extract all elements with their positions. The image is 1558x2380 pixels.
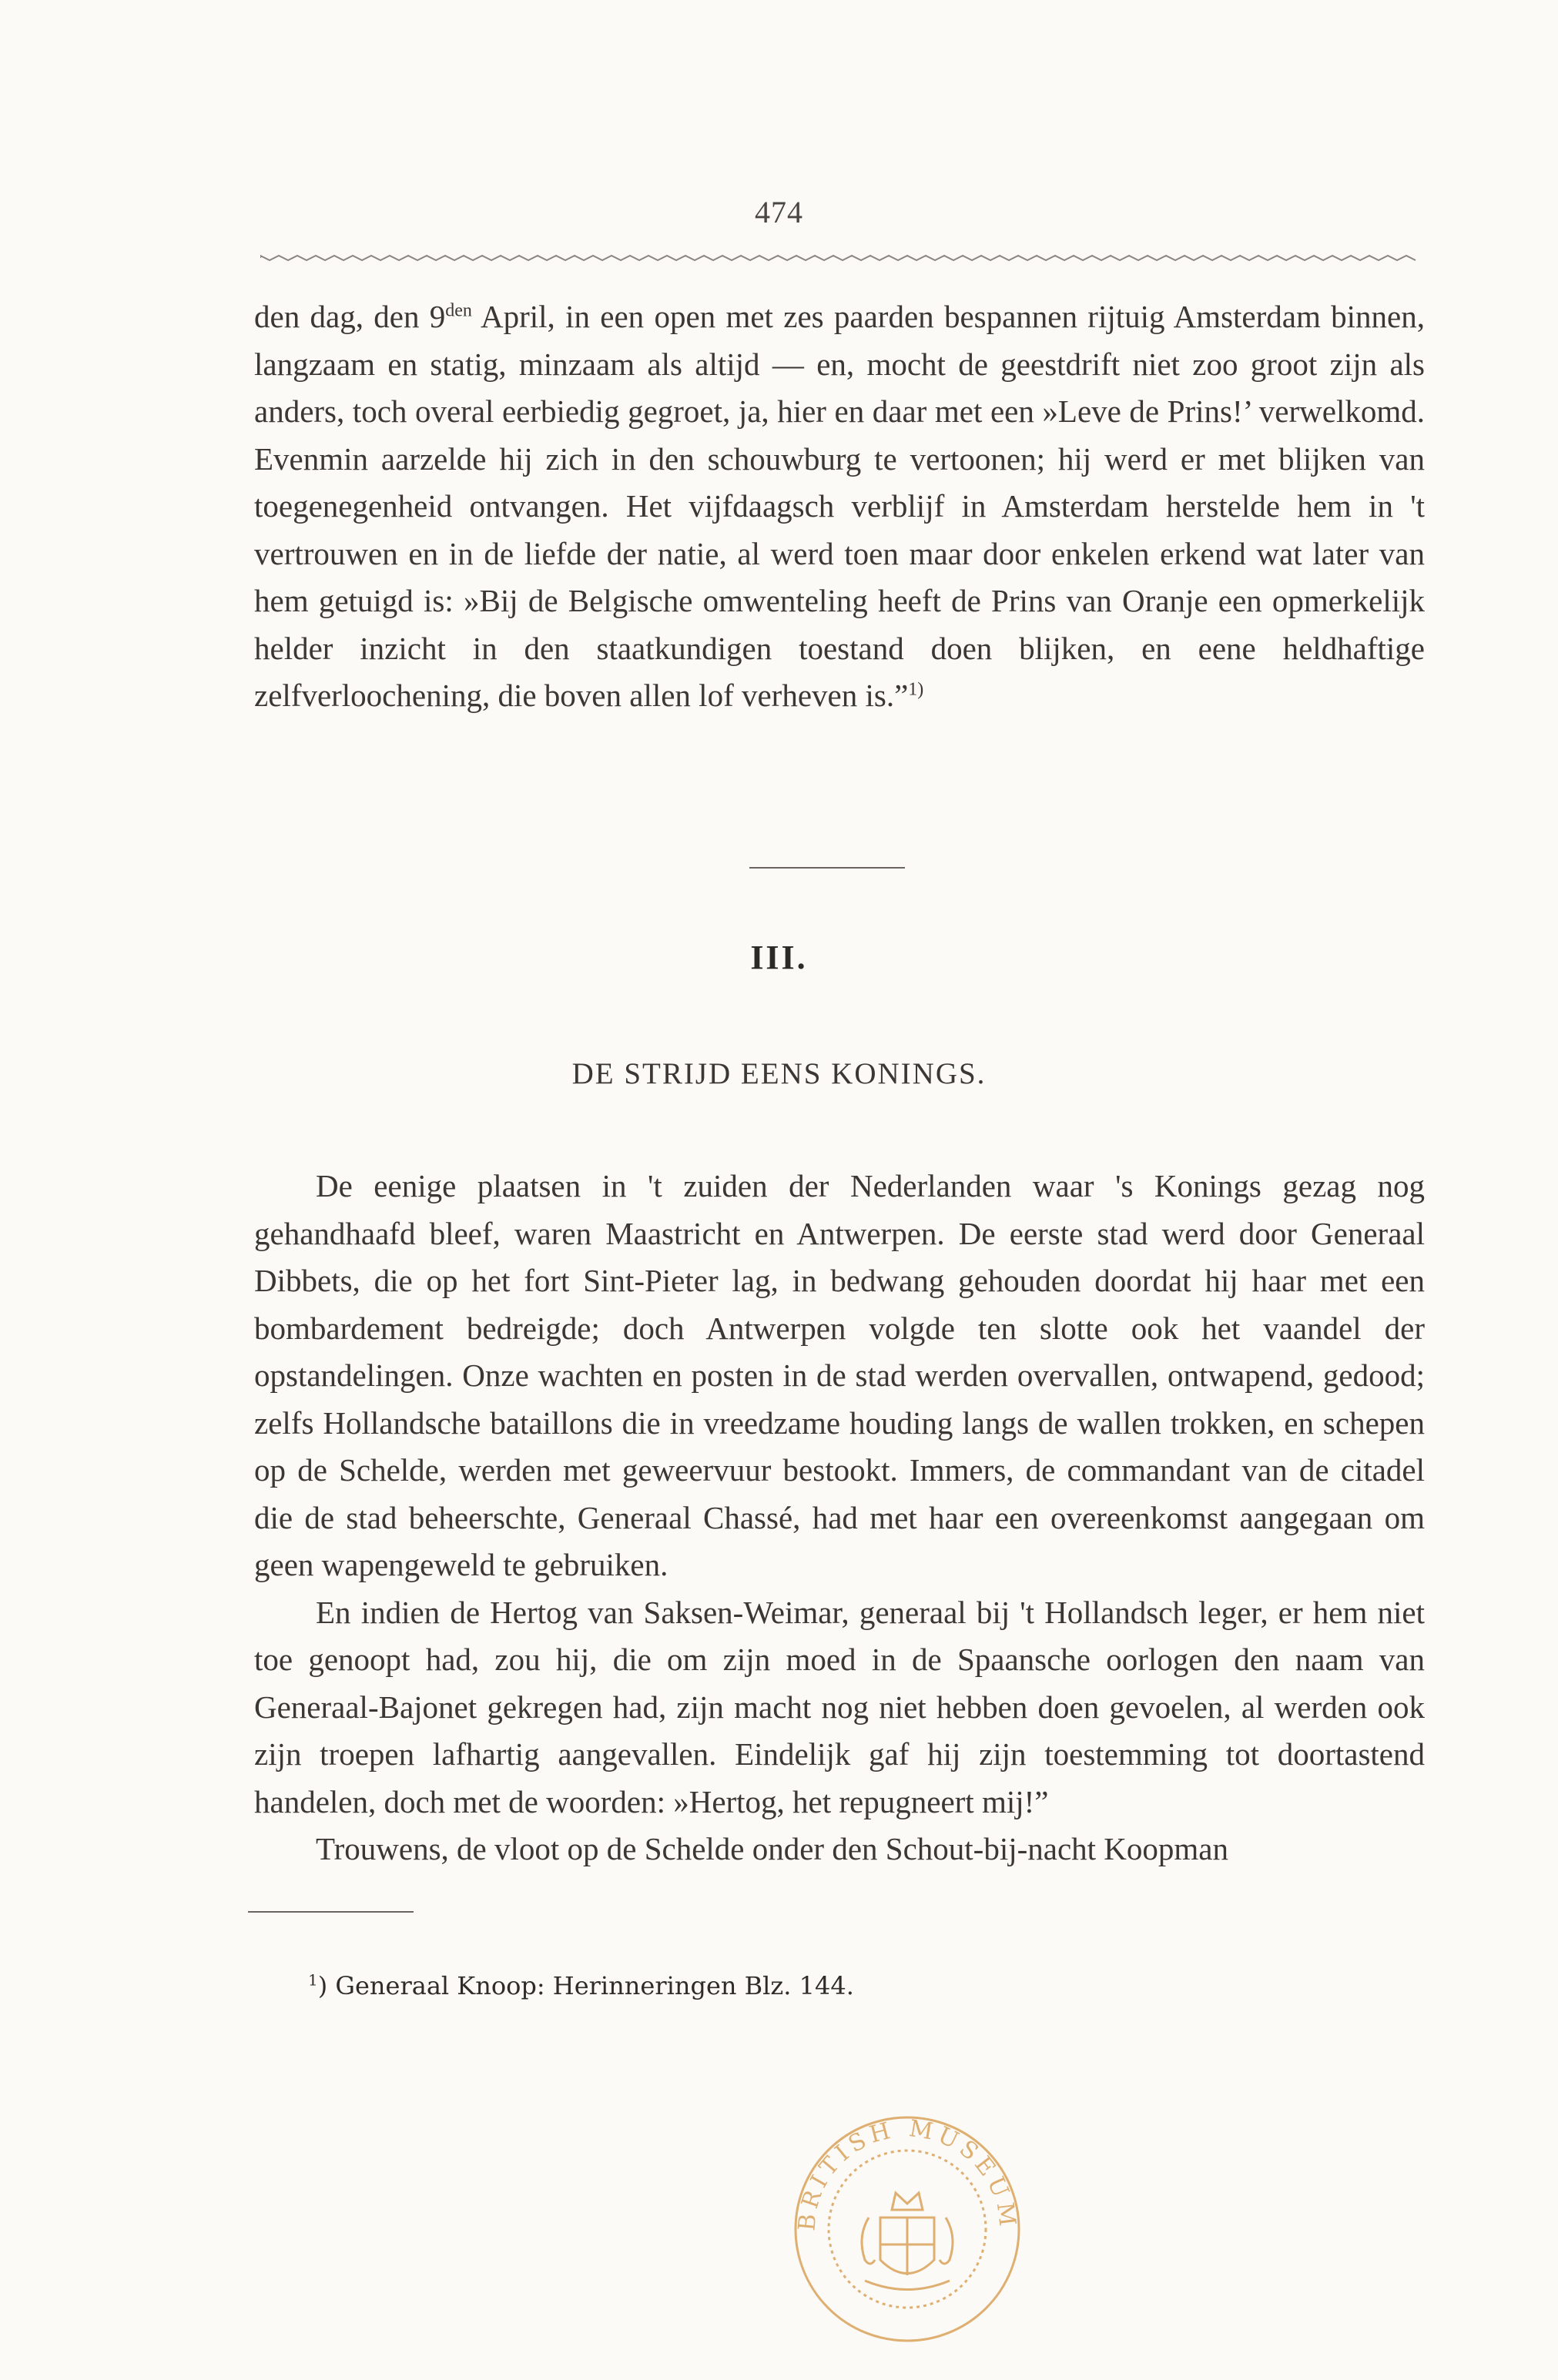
stamp-text: BRITISH MUSEUM — [793, 2114, 1022, 2233]
library-stamp-icon — [784, 2102, 1030, 2348]
paragraph-1-text-b: April, in een open met zes paarden bespannen rijtuig Amsterdam binnen, langzaam en statig, minzaam als altijd — en, mocht de geestdrift niet zoo groot zijn als anders, toch overal eerbiedig gegroet, ja, hier en daar met een »Leve de Prins!’ verwelkomd. Evenmin aarzelde hij zich in den schouwburg te vertoonen; hij werd er met blijken van toegenegenheid ontvangen. Het vijfdaagsch verblijf in Amsterdam herstelde hem in 't vertrouwen en in de liefde der natie, al werd toen maar door enkelen erkend wat later van hem getuigd is: »Bij de Belgische omwenteling heeft de Prins van Oranje een opmerkelijk helder inzicht in den staatkundigen toestand doen blijken, en eene heldhaftige zelfverloochening, die boven allen lof verheven is.” — [254, 299, 1425, 713]
paragraph-3: En indien de Hertog van Saksen-Weimar, generaal bij 't Hollandsch leger, er hem niet toe genoopt had, zou hij, die om zijn moed in de Spaansche oorlogen den naam van Generaal-Bajonet gekregen had, zijn macht nog niet hebben doen gevoelen, al werden ook zijn troepen lafhartig aangevallen. Eindelijk gaf hij zijn toestemming tot doortastend handelen, doch met de woorden: »Hertog, het repugneert mij!” — [254, 1594, 1425, 1819]
page-number: 474 — [755, 195, 803, 229]
footnote-reference-close: ) — [917, 679, 924, 700]
paragraph-2: De eenige plaatsen in 't zuiden der Nederlanden waar 's Konings gezag nog gehandhaafd bleef, waren Maastricht en Antwerpen. De eerste stad werd door Generaal Dibbets, die op het fort Sint-Pieter lag, in bedwang gehouden doordat hij haar met een bombardement bedreigde; doch Antwerpen volgde ten slotte ook het vaandel der opstandelingen. Onze wachten en posten in de stad werden overvallen, ontwapend, gedood; zelfs Hollandsche bataillons die in vreedzame houding langs de wallen trokken, en schepen op de Schelde, werden met geweervuur bestookt. Immers, de commandant van de citadel die de stad beheerschte, Generaal Chassé, had met haar een overeenkomst aangegaan om geen wapengeweld te gebruiken. — [254, 1168, 1425, 1582]
svg-text:BRITISH MUSEUM — [793, 2115, 1021, 2232]
section-numeral: III. — [750, 939, 808, 976]
footnote — [308, 1971, 854, 2000]
header-wavy-rule — [260, 250, 1423, 266]
footnote-marker: 1 — [308, 1970, 318, 1990]
paragraph-4: Trouwens, de vloot op de Schelde onder den Schout-bij-nacht Koopman — [316, 1831, 1228, 1866]
section-title: DE STRIJD EENS KONINGS. — [571, 1057, 987, 1090]
footnote-text: Generaal Knoop: Herinneringen Blz. 144. — [327, 1971, 854, 2000]
ordinal-suffix: den — [445, 300, 472, 321]
section-divider — [749, 867, 905, 869]
paragraph-1 — [254, 293, 1425, 720]
footnote-reference — [908, 679, 923, 699]
footnote-reference-number: 1 — [908, 679, 918, 700]
footnote-marker-close: ) — [317, 1971, 328, 2000]
paragraph-1-text-a: den dag, den 9 — [254, 299, 446, 334]
body-text — [254, 1163, 1425, 1873]
footnote-divider — [248, 1911, 414, 1913]
